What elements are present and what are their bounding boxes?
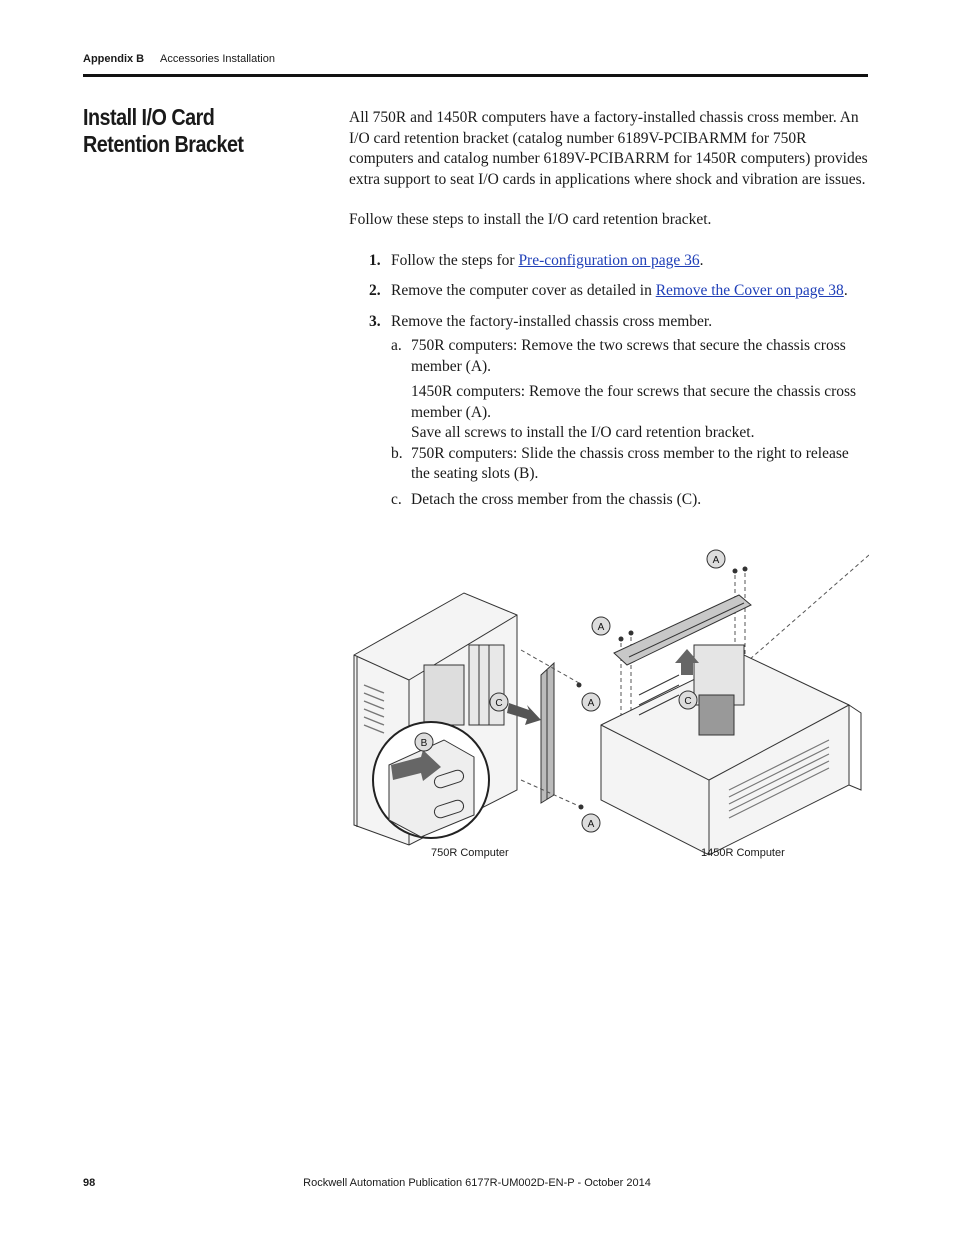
lead-paragraph: Follow these steps to install the I/O card retention bracket. — [349, 211, 712, 228]
callout-c-750r: C — [495, 698, 503, 709]
step-number: 2. — [369, 282, 381, 299]
link-pre-configuration[interactable]: Pre-configuration on page 36 — [518, 251, 700, 269]
callout-a-1450r-right: A — [712, 555, 720, 566]
header-appendix: Appendix B — [83, 53, 145, 65]
substep-letter: b. — [391, 444, 403, 462]
installation-figure — [349, 545, 869, 865]
caption-750r: 750R Computer — [431, 847, 509, 859]
callout-a-750r-bottom: A — [587, 819, 595, 830]
step-text: Remove the computer cover as detailed in — [391, 282, 656, 299]
substep-letter: c. — [391, 490, 402, 508]
step-1 — [349, 251, 869, 272]
substep-c — [349, 490, 869, 511]
chassis-illustration — [349, 545, 869, 865]
page-number: 98 — [83, 1177, 96, 1189]
substep-a-note: Save all screws to install the I/O card retention bracket. — [411, 424, 755, 441]
substep-a-1450r: 1450R computers: Remove the four screws that secure the chassis cross member (A). — [411, 383, 857, 421]
header-rule — [83, 74, 868, 77]
step-number: 1. — [369, 251, 381, 269]
substep-a — [349, 336, 869, 377]
substep-text: 750R computers: Remove the two screws that secure the chassis cross member (A). — [411, 337, 846, 375]
header-chapter-title: Accessories Installation — [160, 53, 275, 65]
callout-c-1450r: C — [684, 696, 692, 707]
callout-b-750r: B — [420, 738, 428, 749]
caption-1450r: 1450R Computer — [701, 847, 785, 859]
substep-b — [349, 444, 869, 485]
substep-letter: a. — [391, 337, 402, 354]
step-2 — [349, 281, 869, 302]
substep-text: Detach the cross member from the chassis (C). — [411, 490, 702, 508]
publication-footer: Rockwell Automation Publication 6177R-UM002D-EN-P - October 2014 — [303, 1177, 651, 1189]
section-title: Install I/O Card Retention Bracket — [83, 104, 244, 157]
step-text: Remove the factory-installed chassis cross member. — [391, 312, 713, 330]
step-3 — [349, 312, 869, 333]
1450r-chassis-drawing — [601, 645, 861, 855]
page-header — [83, 52, 868, 76]
link-remove-cover[interactable]: Remove the Cover on page 38 — [655, 282, 844, 299]
step-punct: . — [699, 251, 704, 269]
callout-a-750r-top: A — [587, 698, 595, 709]
step-text: Follow the steps for — [391, 251, 519, 269]
substep-text: 750R computers: Slide the chassis cross member to the right to release the seating slots (B). — [411, 444, 849, 482]
intro-paragraph: All 750R and 1450R computers have a factory-installed chassis cross member. An I/O card retention bracket (catalog number 6189V-PCIBARMM for 750R computers and catalog number 6189V-PCIBARRM for 1450R computers) provides extra support to seat I/O cards in applications where shock and vibration are issues. — [349, 109, 868, 188]
step-punct: . — [843, 282, 848, 299]
callout-a-1450r-left: A — [597, 622, 605, 633]
step-number: 3. — [369, 312, 381, 330]
body-text — [349, 108, 869, 515]
